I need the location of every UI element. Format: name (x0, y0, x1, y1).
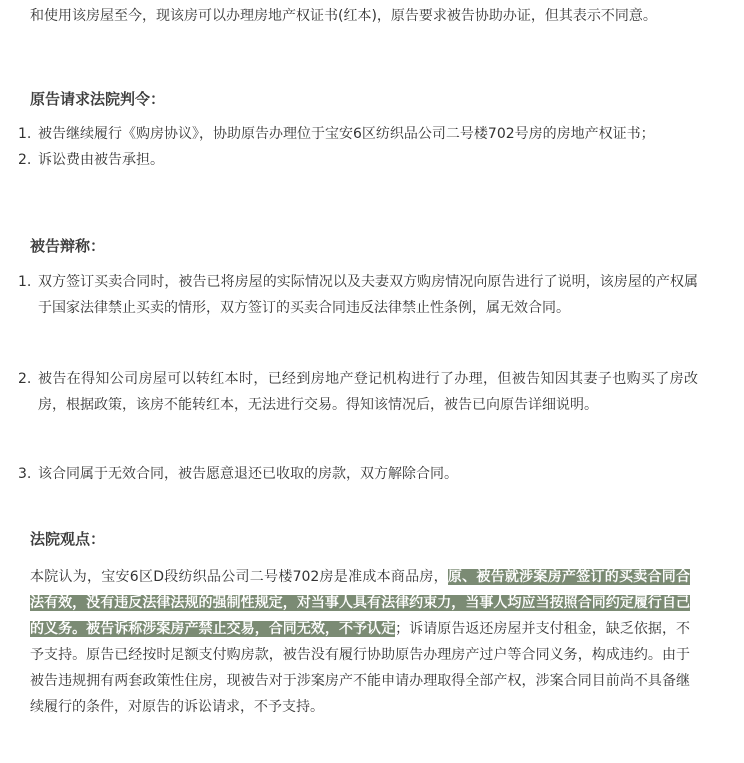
court-opinion-paragraph (30, 564, 690, 720)
list-number: 2. (18, 371, 32, 387)
list-item-text: 诉讼费由被告承担。 (38, 152, 164, 168)
list-item (18, 461, 698, 487)
defendant-defense-list-item-3 (18, 461, 698, 487)
list-number: 2. (18, 152, 32, 168)
list-item (18, 269, 698, 321)
list-item (18, 121, 698, 147)
list-number: 1. (18, 274, 32, 290)
list-item-text: 该合同属于无效合同，被告愿意退还已收取的房款，双方解除合同。 (38, 466, 458, 482)
intro-paragraph: 和使用该房屋至今，现该房可以办理房地产权证书(红本)，原告要求被告协助办证，但其表示不同意。 (30, 8, 657, 24)
list-item (18, 147, 698, 173)
court-opinion-text-before: 本院认为，宝安6区D段纺织品公司二号楼702房是准成本商品房， (30, 569, 448, 585)
defendant-defense-list-item-1 (18, 269, 698, 321)
list-item (18, 366, 698, 418)
court-opinion-heading: 法院观点： (30, 530, 106, 548)
list-item-text: 被告继续履行《购房协议》，协助原告办理位于宝安6区纺织品公司二号楼702号房的房地产权证书； (38, 126, 655, 142)
plaintiff-claims-heading: 原告请求法院判令： (30, 90, 166, 108)
defendant-defense-list-item-2 (18, 366, 698, 418)
defendant-defense-heading: 被告辩称： (30, 237, 106, 255)
court-opinion-highlight: 原、被告就涉案房产签订的买卖合同合法有效，没有违反法律法规的强制性规定，对当事人具有法律约束力，当事人均应当按照合同约定履行自己的义务。被告诉称涉案房产禁止交易，合同无效，不予认定 (30, 569, 690, 637)
plaintiff-claims-list (18, 121, 698, 173)
court-opinion-text-after: ；诉请原告返还房屋并支付租金，缺乏依据，不予支持。原告已经按时足额支付购房款，被告没有履行协助原告办理房产过户等合同义务，构成违约。由于被告违规拥有两套政策性住房，现被告对于涉案房产不能申请办理取得全部产权，涉案合同目前尚不具备继续履行的条件，对原告的诉讼请求，不予支持。 (30, 621, 691, 715)
list-item-text: 双方签订买卖合同时，被告已将房屋的实际情况以及夫妻双方购房情况向原告进行了说明，该房屋的产权属于国家法律禁止买卖的情形，双方签订的买卖合同违反法律禁止性条例，属无效合同。 (38, 274, 698, 316)
list-item-text: 被告在得知公司房屋可以转红本时，已经到房地产登记机构进行了办理，但被告知因其妻子也购买了房改房，根据政策，该房不能转红本，无法进行交易。得知该情况后，被告已向原告详细说明。 (38, 371, 698, 413)
list-number: 1. (18, 126, 32, 142)
list-number: 3. (18, 466, 32, 482)
